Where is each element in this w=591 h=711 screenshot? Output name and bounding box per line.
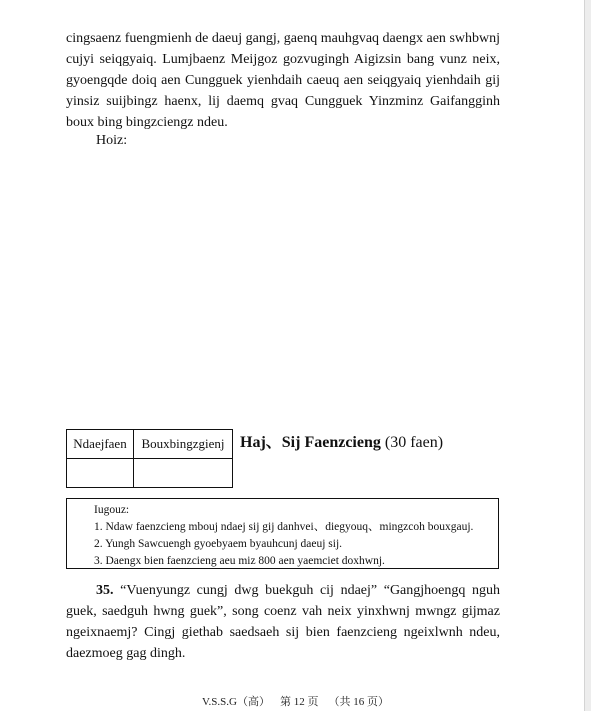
score-table-input-row (67, 459, 233, 488)
requirement-item: 2. Yungh Sawcuengh gyoebyaem byauhcunj daeuj sij. (94, 538, 343, 550)
score-table (66, 429, 233, 488)
grader-cell (134, 459, 233, 488)
score-cell (67, 459, 134, 488)
section-heading (240, 429, 443, 452)
question-number: 35. (96, 583, 114, 598)
requirements-box (66, 498, 499, 569)
section-points: (30 faen) (384, 434, 444, 451)
requirement-item: 1. Ndaw faenzcieng mbouj ndaej sij gij danhvei、diegyouq、mingzcoh bouxgauj. (94, 521, 474, 533)
intro-paragraph: cingsaenz fuengmienh de daeuj gangj, gaenq mauhgvaq daengx aen swhbwnj cujyi seiqgyaiq. Lumjbaenz Meijgoz gozvugingh Aigizsin bang vunz neix, gyoengqde doiq aen Cungguek yienhdaih caeuq aen seiqgyaiq yienhdaih gij yinsiz suijbingz haenx, lij daemq gvaq Cungguek Yinzminz Gaifangginh boux bing bingzciengz ndeu. (66, 31, 500, 130)
score-table-header-row (67, 430, 233, 459)
page-footer (0, 693, 591, 709)
requirement-item: 3. Daengx bien faenzcieng aeu miz 800 aen yaemciet doxhwnj. (94, 555, 385, 567)
page-edge (584, 0, 591, 711)
question-35 (66, 580, 500, 664)
requirements-heading: Iugouz: (94, 504, 130, 516)
footer-exam: V.S.S.G（高） (202, 696, 270, 708)
score-header: Ndaejfaen (67, 430, 134, 459)
grader-header: Bouxbingzgienj (134, 430, 233, 459)
section-title: Haj、Sij Faenzcieng (240, 434, 381, 451)
footer-total: （共 16 页） (328, 696, 389, 708)
footer-page: 第 12 页 (279, 696, 319, 708)
question-text: “Vuenyungz cungj dwg buekguh cij ndaej” “Gangjhoengq nguh guek, saedguh hwng guek”, song coenz vah neix yinxhwnj mwngz gijmaz ngeixnaemj? Cingj giethab saedsaeh sij bien faenzcieng ngeixlwnh ndeu, daezmoeg gag dingh. (66, 583, 500, 661)
answer-prompt: Hoiz: (96, 133, 128, 148)
